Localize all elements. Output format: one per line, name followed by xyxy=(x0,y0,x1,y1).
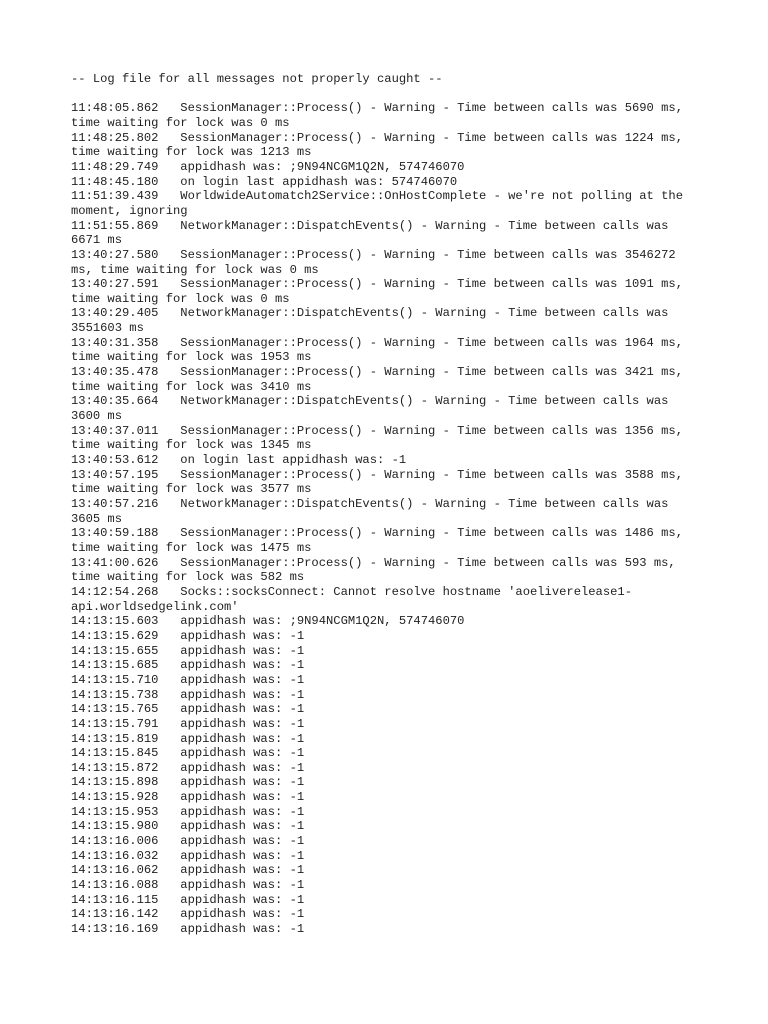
log-entry: 14:13:15.928 appidhash was: -1 xyxy=(71,790,305,805)
log-entry: 14:13:16.032 appidhash was: -1 xyxy=(71,848,305,863)
log-entry: 13:40:57.195 SessionManager::Process() - Warning - Time between calls was 3588 ms, time waiting for lock was 3577 ms xyxy=(71,467,691,497)
log-entry: 14:13:16.169 appidhash was: -1 xyxy=(71,922,305,937)
log-entry: 13:40:27.591 SessionManager::Process() - Warning - Time between calls was 1091 ms, time waiting for lock was 0 ms xyxy=(71,277,691,306)
log-entry: 14:13:15.603 appidhash was: ;9N94NCGM1Q2N, 574746070 xyxy=(71,614,465,629)
log-entry: 11:51:39.439 WorldwideAutomatch2Service::OnHostComplete - we're not polling at the moment, ignoring xyxy=(71,189,691,218)
log-entry: 13:41:00.626 SessionManager::Process() - Warning - Time between calls was 593 ms, time waiting for lock was 582 ms xyxy=(71,555,683,585)
log-entry: 11:48:05.862 SessionManager::Process() - Warning - Time between calls was 5690 ms, time waiting for lock was 0 ms xyxy=(71,101,691,130)
log-entry: 13:40:37.011 SessionManager::Process() - Warning - Time between calls was 1356 ms, time waiting for lock was 1345 ms xyxy=(71,423,691,453)
log-entry: 14:13:15.685 appidhash was: -1 xyxy=(71,658,305,673)
log-entry: 11:48:29.749 appidhash was: ;9N94NCGM1Q2N, 574746070 xyxy=(71,159,465,174)
log-entry: 13:40:53.612 on login last appidhash was: -1 xyxy=(71,453,407,468)
blank-line xyxy=(71,87,701,102)
log-entry: 14:13:15.629 appidhash was: -1 xyxy=(71,628,305,643)
log-entry: 14:13:15.765 appidhash was: -1 xyxy=(71,702,305,717)
log-entry: 14:13:15.872 appidhash was: -1 xyxy=(71,760,305,775)
log-entry: 14:13:15.845 appidhash was: -1 xyxy=(71,746,305,761)
log-entry: 14:13:16.142 appidhash was: -1 xyxy=(71,907,305,922)
log-entry: 13:40:59.188 SessionManager::Process() - Warning - Time between calls was 1486 ms, time waiting for lock was 1475 ms xyxy=(71,526,691,555)
log-entry: 13:40:31.358 SessionManager::Process() - Warning - Time between calls was 1964 ms, time waiting for lock was 1953 ms xyxy=(71,335,691,365)
log-entry: 14:12:54.268 Socks::socksConnect: Cannot resolve hostname 'aoeliverelease1-api.worldsedgelink.com' xyxy=(71,584,632,614)
log-entry: 14:13:15.953 appidhash was: -1 xyxy=(71,804,305,819)
log-entry: 14:13:16.115 appidhash was: -1 xyxy=(71,892,305,907)
log-entry: 13:40:35.478 SessionManager::Process() - Warning - Time between calls was 3421 ms, time waiting for lock was 3410 ms xyxy=(71,365,691,394)
log-entries xyxy=(71,101,701,936)
log-entry: 14:13:15.819 appidhash was: -1 xyxy=(71,731,305,746)
log-entry: 11:51:55.869 NetworkManager::DispatchEvents() - Warning - Time between calls was 6671 ms xyxy=(71,218,676,248)
log-entry: 14:13:15.898 appidhash was: -1 xyxy=(71,775,305,790)
log-entry: 13:40:29.405 NetworkManager::DispatchEvents() - Warning - Time between calls was 3551603 ms xyxy=(71,306,676,336)
log-header: -- Log file for all messages not properly caught -- xyxy=(71,72,443,86)
log-entry: 13:40:35.664 NetworkManager::DispatchEvents() - Warning - Time between calls was 3600 ms xyxy=(71,394,676,424)
log-entry: 13:40:27.580 SessionManager::Process() - Warning - Time between calls was 3546272 ms, time waiting for lock was 0 ms xyxy=(71,247,683,277)
log-document xyxy=(71,72,701,937)
log-entry: 14:13:15.791 appidhash was: -1 xyxy=(71,716,305,731)
log-entry: 14:13:15.738 appidhash was: -1 xyxy=(71,687,305,702)
log-entry: 13:40:57.216 NetworkManager::DispatchEvents() - Warning - Time between calls was 3605 ms xyxy=(71,497,676,526)
log-entry: 11:48:45.180 on login last appidhash was: 574746070 xyxy=(71,174,458,189)
log-entry: 11:48:25.802 SessionManager::Process() - Warning - Time between calls was 1224 ms, time waiting for lock was 1213 ms xyxy=(71,130,691,160)
log-entry: 14:13:15.655 appidhash was: -1 xyxy=(71,643,305,658)
log-entry: 14:13:16.062 appidhash was: -1 xyxy=(71,863,305,878)
log-entry: 14:13:15.980 appidhash was: -1 xyxy=(71,819,305,834)
log-entry: 14:13:16.088 appidhash was: -1 xyxy=(71,878,305,893)
log-entry: 14:13:16.006 appidhash was: -1 xyxy=(71,834,305,849)
log-entry: 14:13:15.710 appidhash was: -1 xyxy=(71,672,305,687)
